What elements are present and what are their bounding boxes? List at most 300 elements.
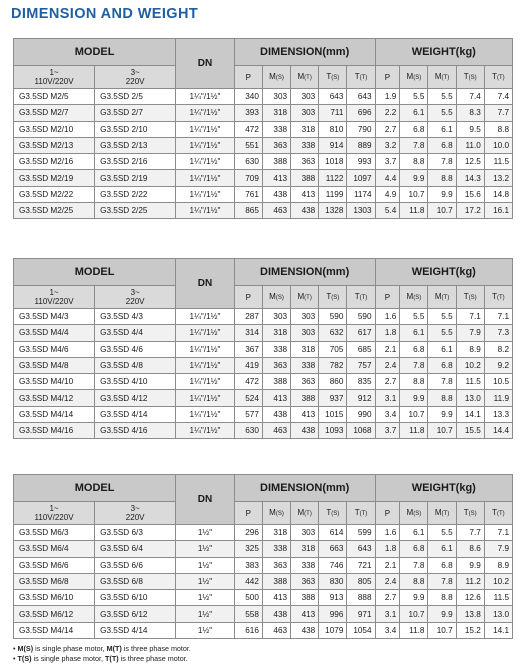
- column-header: [234, 286, 262, 309]
- value-cell: 643: [347, 541, 375, 557]
- table-row: [14, 121, 513, 137]
- value-cell: 325: [234, 541, 262, 557]
- value-cell: 5.5: [428, 89, 456, 105]
- value-cell: 14.4: [484, 423, 512, 439]
- footnote-total: [13, 654, 191, 664]
- page-title: DIMENSION AND WEIGHT: [11, 6, 199, 22]
- value-cell: 632: [319, 325, 347, 341]
- value-cell: 9.2: [484, 357, 512, 373]
- column-header: [291, 502, 319, 525]
- single-phase-header: 1~ 110V/220V: [14, 66, 95, 89]
- value-cell: 438: [262, 406, 290, 422]
- value-cell: 16.1: [484, 203, 512, 219]
- value-cell: 888: [347, 590, 375, 606]
- value-cell: 303: [291, 89, 319, 105]
- footnote-term: M(T): [106, 644, 122, 653]
- column-header: [347, 286, 375, 309]
- value-cell: 438: [291, 622, 319, 638]
- column-header: [428, 502, 456, 525]
- model-cell: G3.5SD 6/8: [95, 573, 176, 589]
- model-cell: G3.5SD M2/16: [14, 154, 95, 170]
- table-row: [14, 590, 513, 606]
- column-subscript: (S): [413, 74, 422, 81]
- value-cell: 303: [291, 325, 319, 341]
- value-cell: 442: [234, 573, 262, 589]
- model-header: MODEL: [14, 39, 176, 66]
- value-cell: 318: [291, 341, 319, 357]
- value-cell: 14.8: [484, 186, 512, 202]
- three-phase-header: 3~ 220V: [95, 502, 176, 525]
- value-cell: 363: [262, 557, 290, 573]
- value-cell: 8.6: [456, 541, 484, 557]
- value-cell: 5.4: [375, 203, 400, 219]
- value-cell: 6.8: [400, 541, 428, 557]
- column-subscript: (S): [468, 74, 477, 81]
- column-header: [375, 286, 400, 309]
- value-cell: 996: [319, 606, 347, 622]
- dimension-header: DIMENSION(mm): [234, 475, 375, 502]
- value-cell: 1068: [347, 423, 375, 439]
- value-cell: 6.1: [400, 325, 428, 341]
- model-cell: G3.5SD M4/12: [14, 390, 95, 406]
- value-cell: 15.5: [456, 423, 484, 439]
- value-cell: 318: [262, 325, 290, 341]
- column-subscript: (S): [275, 74, 284, 81]
- value-cell: 318: [291, 121, 319, 137]
- column-letter: T: [354, 71, 360, 81]
- column-header: [291, 66, 319, 89]
- column-letter: M: [297, 71, 305, 81]
- value-cell: 8.9: [456, 341, 484, 357]
- table-row: [14, 154, 513, 170]
- weight-header: WEIGHT(kg): [375, 39, 512, 66]
- value-cell: 721: [347, 557, 375, 573]
- value-cell: 913: [319, 590, 347, 606]
- value-cell: 2.7: [375, 374, 400, 390]
- footnote-term: T(T): [105, 654, 119, 663]
- value-cell: 15.6: [456, 186, 484, 202]
- column-header: [456, 66, 484, 89]
- value-cell: 705: [319, 341, 347, 357]
- model-cell: G3.5SD 2/22: [95, 186, 176, 202]
- value-cell: 757: [347, 357, 375, 373]
- value-cell: 643: [347, 89, 375, 105]
- value-cell: 10.7: [428, 203, 456, 219]
- value-cell: 3.1: [375, 606, 400, 622]
- value-cell: 14.3: [456, 170, 484, 186]
- table-row: [14, 325, 513, 341]
- value-cell: 616: [234, 622, 262, 638]
- value-cell: 388: [262, 374, 290, 390]
- value-cell: 8.8: [400, 374, 428, 390]
- column-header: [375, 502, 400, 525]
- value-cell: 10.2: [484, 573, 512, 589]
- value-cell: 993: [347, 154, 375, 170]
- value-cell: 8.8: [428, 170, 456, 186]
- value-cell: 6.8: [400, 341, 428, 357]
- model-cell: G3.5SD M2/22: [14, 186, 95, 202]
- value-cell: 10.7: [400, 186, 428, 202]
- column-header: [262, 286, 290, 309]
- model-cell: G3.5SD 4/14: [95, 622, 176, 638]
- column-letter: P: [384, 292, 391, 302]
- value-cell: 11.9: [484, 390, 512, 406]
- dimension-header: DIMENSION(mm): [234, 259, 375, 286]
- value-cell: 782: [319, 357, 347, 373]
- model-header: MODEL: [14, 475, 176, 502]
- value-cell: 338: [262, 541, 290, 557]
- model-cell: G3.5SD M4/6: [14, 341, 95, 357]
- column-letter: T: [492, 291, 497, 301]
- dn-cell: 1¼"/1½": [176, 105, 235, 121]
- value-cell: 810: [319, 121, 347, 137]
- dn-cell: 1¼"/1½": [176, 357, 235, 373]
- value-cell: 303: [262, 309, 290, 325]
- value-cell: 2.1: [375, 341, 400, 357]
- table-row: [14, 557, 513, 573]
- footnote-text: is three phase motor.: [118, 654, 188, 663]
- value-cell: 8.8: [428, 390, 456, 406]
- value-cell: 711: [319, 105, 347, 121]
- dn-header: DN: [176, 475, 235, 525]
- value-cell: 835: [347, 374, 375, 390]
- value-cell: 2.4: [375, 357, 400, 373]
- column-subscript: (T): [304, 510, 312, 517]
- footnotes: [13, 644, 191, 664]
- value-cell: 630: [234, 423, 262, 439]
- value-cell: 11.8: [400, 203, 428, 219]
- table-row: [14, 170, 513, 186]
- column-letter: M: [269, 71, 276, 81]
- table-row: [14, 186, 513, 202]
- footnote-text: is single phase motor,: [33, 644, 107, 653]
- model-cell: G3.5SD M2/7: [14, 105, 95, 121]
- column-letter: M: [434, 507, 442, 517]
- value-cell: 8.9: [484, 557, 512, 573]
- single-phase-header: 1~ 110V/220V: [14, 502, 95, 525]
- model-cell: G3.5SD M4/3: [14, 309, 95, 325]
- dn-header: DN: [176, 39, 235, 89]
- model-cell: G3.5SD 4/12: [95, 390, 176, 406]
- column-letter: M: [297, 291, 305, 301]
- dn-cell: 1¼"/1½": [176, 406, 235, 422]
- value-cell: 338: [262, 121, 290, 137]
- value-cell: 438: [262, 606, 290, 622]
- column-header: [319, 66, 347, 89]
- column-subscript: (S): [275, 510, 284, 517]
- model-cell: G3.5SD M6/10: [14, 590, 95, 606]
- value-cell: 790: [347, 121, 375, 137]
- model-cell: G3.5SD 6/12: [95, 606, 176, 622]
- value-cell: 1.6: [375, 525, 400, 541]
- value-cell: 11.5: [484, 154, 512, 170]
- value-cell: 7.4: [456, 89, 484, 105]
- value-cell: 9.9: [456, 557, 484, 573]
- model-cell: G3.5SD M4/8: [14, 357, 95, 373]
- value-cell: 463: [262, 423, 290, 439]
- value-cell: 643: [319, 89, 347, 105]
- value-cell: 318: [262, 525, 290, 541]
- value-cell: 13.0: [456, 390, 484, 406]
- column-subscript: (T): [497, 294, 505, 301]
- model-cell: G3.5SD 4/6: [95, 341, 176, 357]
- value-cell: 287: [234, 309, 262, 325]
- column-subscript: (T): [304, 74, 312, 81]
- value-cell: 12.5: [456, 154, 484, 170]
- value-cell: 1303: [347, 203, 375, 219]
- value-cell: 500: [234, 590, 262, 606]
- value-cell: 303: [262, 89, 290, 105]
- column-letter: M: [434, 291, 442, 301]
- table-row: [14, 541, 513, 557]
- value-cell: 761: [234, 186, 262, 202]
- value-cell: 7.8: [428, 374, 456, 390]
- value-cell: 303: [291, 309, 319, 325]
- value-cell: 709: [234, 170, 262, 186]
- value-cell: 696: [347, 105, 375, 121]
- value-cell: 6.1: [428, 121, 456, 137]
- column-header: [456, 502, 484, 525]
- model-cell: G3.5SD M2/19: [14, 170, 95, 186]
- table-row: [14, 525, 513, 541]
- model-cell: G3.5SD M6/6: [14, 557, 95, 573]
- dn-cell: 1¼"/1½": [176, 325, 235, 341]
- value-cell: 6.1: [428, 541, 456, 557]
- dn-cell: 1¼"/1½": [176, 186, 235, 202]
- model-cell: G3.5SD 2/16: [95, 154, 176, 170]
- table-row: [14, 622, 513, 638]
- column-letter: T: [326, 507, 332, 517]
- value-cell: 5.5: [400, 89, 428, 105]
- value-cell: 388: [291, 390, 319, 406]
- column-subscript: (T): [304, 294, 312, 301]
- value-cell: 7.9: [456, 325, 484, 341]
- table-row: [14, 309, 513, 325]
- value-cell: 2.1: [375, 557, 400, 573]
- value-cell: 7.1: [484, 525, 512, 541]
- value-cell: 3.4: [375, 406, 400, 422]
- column-letter: P: [384, 508, 391, 518]
- value-cell: 363: [262, 357, 290, 373]
- value-cell: 413: [291, 606, 319, 622]
- value-cell: 13.2: [484, 170, 512, 186]
- column-header: [262, 66, 290, 89]
- value-cell: 5.5: [400, 309, 428, 325]
- dn-cell: 1¼"/1½": [176, 154, 235, 170]
- column-letter: T: [463, 71, 469, 81]
- value-cell: 3.4: [375, 622, 400, 638]
- value-cell: 8.8: [400, 154, 428, 170]
- value-cell: 7.3: [484, 325, 512, 341]
- value-cell: 10.7: [400, 406, 428, 422]
- column-letter: M: [406, 291, 414, 301]
- table-row: [14, 137, 513, 153]
- column-subscript: (T): [441, 294, 450, 301]
- value-cell: 472: [234, 374, 262, 390]
- value-cell: 296: [234, 525, 262, 541]
- value-cell: 9.9: [400, 590, 428, 606]
- footnote-term: M(S): [17, 644, 34, 653]
- model-cell: G3.5SD M6/4: [14, 541, 95, 557]
- dn-cell: 1¼"/1½": [176, 341, 235, 357]
- column-letter: P: [245, 508, 252, 518]
- column-subscript: (S): [331, 294, 340, 301]
- value-cell: 10.7: [428, 423, 456, 439]
- table-row: [14, 573, 513, 589]
- value-cell: 7.1: [456, 309, 484, 325]
- dn-cell: 1½": [176, 541, 235, 557]
- column-letter: T: [463, 291, 469, 301]
- footnote-text: is single phase motor,: [31, 654, 106, 663]
- model-cell: G3.5SD 6/3: [95, 525, 176, 541]
- column-header: [484, 66, 512, 89]
- value-cell: 3.2: [375, 137, 400, 153]
- value-cell: 393: [234, 105, 262, 121]
- table-row: [14, 423, 513, 439]
- weight-header: WEIGHT(kg): [375, 475, 512, 502]
- table-row: [14, 105, 513, 121]
- dn-cell: 1¼"/1½": [176, 309, 235, 325]
- column-letter: T: [463, 507, 469, 517]
- value-cell: 3.7: [375, 154, 400, 170]
- column-letter: T: [326, 291, 332, 301]
- value-cell: 7.7: [456, 525, 484, 541]
- value-cell: 340: [234, 89, 262, 105]
- dn-cell: 1¼"/1½": [176, 137, 235, 153]
- value-cell: 1328: [319, 203, 347, 219]
- value-cell: 10.2: [456, 357, 484, 373]
- value-cell: 590: [347, 309, 375, 325]
- value-cell: 685: [347, 341, 375, 357]
- table-row: [14, 203, 513, 219]
- model-cell: G3.5SD 6/6: [95, 557, 176, 573]
- value-cell: 7.7: [484, 105, 512, 121]
- model-cell: G3.5SD M2/25: [14, 203, 95, 219]
- dn-cell: 1½": [176, 606, 235, 622]
- spec-table: [13, 474, 513, 639]
- column-header: [456, 286, 484, 309]
- value-cell: 8.2: [484, 341, 512, 357]
- model-cell: G3.5SD M4/16: [14, 423, 95, 439]
- value-cell: 7.8: [400, 557, 428, 573]
- dn-cell: 1½": [176, 573, 235, 589]
- value-cell: 10.0: [484, 137, 512, 153]
- value-cell: 363: [291, 374, 319, 390]
- value-cell: 2.7: [375, 121, 400, 137]
- model-header: MODEL: [14, 259, 176, 286]
- value-cell: 13.3: [484, 406, 512, 422]
- model-cell: G3.5SD M6/12: [14, 606, 95, 622]
- column-letter: M: [406, 507, 414, 517]
- value-cell: 746: [319, 557, 347, 573]
- value-cell: 6.1: [400, 525, 428, 541]
- value-cell: 9.9: [428, 186, 456, 202]
- value-cell: 1015: [319, 406, 347, 422]
- column-header: [291, 286, 319, 309]
- value-cell: 388: [262, 154, 290, 170]
- column-header: [428, 66, 456, 89]
- value-cell: 413: [262, 390, 290, 406]
- column-subscript: (S): [468, 294, 477, 301]
- value-cell: 15.2: [456, 622, 484, 638]
- spec-table: [13, 258, 513, 439]
- value-cell: 1079: [319, 622, 347, 638]
- column-header: [400, 286, 428, 309]
- model-cell: G3.5SD M4/14: [14, 406, 95, 422]
- table-row: [14, 390, 513, 406]
- column-letter: M: [269, 291, 276, 301]
- value-cell: 971: [347, 606, 375, 622]
- value-cell: 912: [347, 390, 375, 406]
- dn-cell: 1¼"/1½": [176, 121, 235, 137]
- table-row: [14, 357, 513, 373]
- value-cell: 4.9: [375, 186, 400, 202]
- column-letter: M: [269, 507, 276, 517]
- value-cell: 367: [234, 341, 262, 357]
- value-cell: 9.9: [400, 390, 428, 406]
- value-cell: 1122: [319, 170, 347, 186]
- value-cell: 338: [262, 341, 290, 357]
- value-cell: 14.1: [456, 406, 484, 422]
- value-cell: 10.7: [428, 622, 456, 638]
- model-cell: G3.5SD M4/4: [14, 325, 95, 341]
- value-cell: 413: [262, 170, 290, 186]
- value-cell: 990: [347, 406, 375, 422]
- column-subscript: (T): [441, 510, 450, 517]
- value-cell: 338: [291, 557, 319, 573]
- value-cell: 6.8: [428, 137, 456, 153]
- value-cell: 551: [234, 137, 262, 153]
- table-row: [14, 89, 513, 105]
- value-cell: 9.9: [428, 606, 456, 622]
- spec-table: [13, 38, 513, 219]
- model-cell: G3.5SD 4/16: [95, 423, 176, 439]
- column-letter: T: [354, 291, 360, 301]
- value-cell: 314: [234, 325, 262, 341]
- model-cell: G3.5SD 2/19: [95, 170, 176, 186]
- value-cell: 6.1: [400, 105, 428, 121]
- value-cell: 937: [319, 390, 347, 406]
- value-cell: 472: [234, 121, 262, 137]
- column-subscript: (S): [331, 510, 340, 517]
- column-subscript: (S): [468, 510, 477, 517]
- model-cell: G3.5SD 4/3: [95, 309, 176, 325]
- model-cell: G3.5SD 4/8: [95, 357, 176, 373]
- value-cell: 11.8: [400, 622, 428, 638]
- model-cell: G3.5SD 6/4: [95, 541, 176, 557]
- column-letter: T: [354, 507, 360, 517]
- value-cell: 463: [262, 622, 290, 638]
- table-row: [14, 406, 513, 422]
- value-cell: 524: [234, 390, 262, 406]
- value-cell: 2.2: [375, 105, 400, 121]
- column-subscript: (S): [413, 510, 422, 517]
- value-cell: 413: [262, 590, 290, 606]
- value-cell: 8.3: [456, 105, 484, 121]
- value-cell: 5.5: [428, 309, 456, 325]
- value-cell: 7.8: [400, 137, 428, 153]
- column-subscript: (S): [413, 294, 422, 301]
- value-cell: 1097: [347, 170, 375, 186]
- value-cell: 383: [234, 557, 262, 573]
- value-cell: 7.8: [428, 154, 456, 170]
- model-cell: G3.5SD 4/14: [95, 406, 176, 422]
- value-cell: 9.9: [428, 406, 456, 422]
- value-cell: 860: [319, 374, 347, 390]
- column-header: [234, 66, 262, 89]
- table-row: [14, 341, 513, 357]
- value-cell: 6.8: [428, 357, 456, 373]
